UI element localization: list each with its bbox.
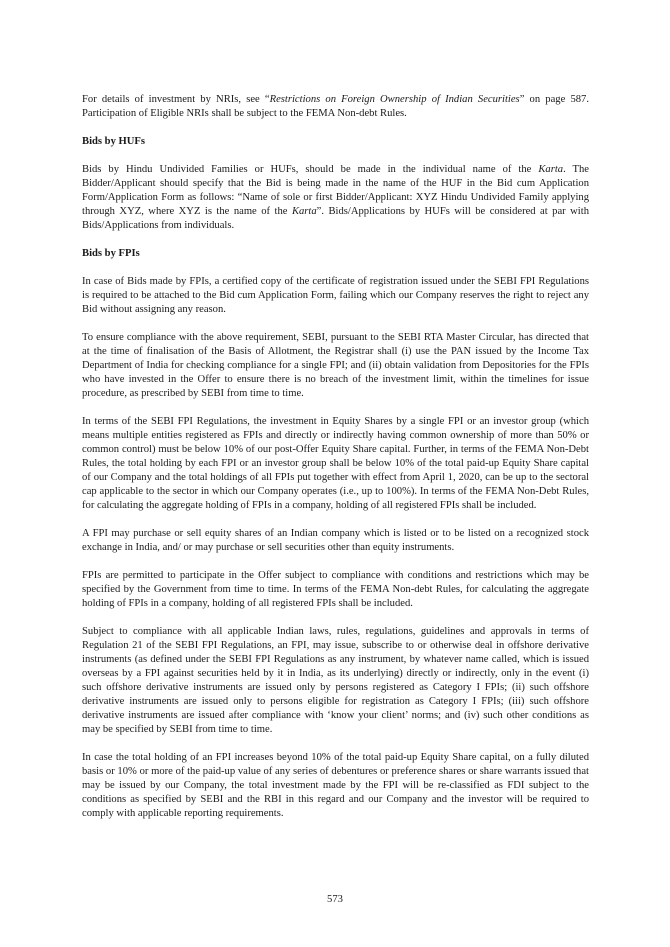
fpi-paragraph-6: Subject to compliance with all applicable Indian laws, rules, regulations, guidelines and approvals in terms of Regulation 21 of the SEBI FPI Regulations, an FPI, may issue, subscribe to or otherwise deal in offshore derivative instruments (as defined under the SEBI FPI Regulations as any instrument, by whatever name called, which is issued overseas by a FPI against securities held by it in India, as its underlying) directly or indirectly, only in the event (i) such offshore derivative instruments are issued only by persons registered as Category I FPIs; (ii) such offshore derivative instruments are issued only to persons eligible for registration as Category I FPIs; (iii) such offshore derivative instruments are issued after compliance with ‘know your client’ norms; and (iv) such other conditions as may be specified by SEBI from time to time. xyxy=(82,626,589,735)
text: . The Bidder/Applicant should specify that the Bid is being made in the name of the HUF in the Bid cum Application Form/Application Form as follows: “Name of sole or first Bidder/Applicant: XYZ Hindu Undivided Family applying through XYZ, where XYZ is the name of the xyxy=(82,164,589,217)
document-page xyxy=(82,93,589,835)
text: For details of investment by NRIs, see “ xyxy=(82,94,270,105)
fpi-paragraph-1: In case of Bids made by FPIs, a certified copy of the certificate of registration issued under the SEBI FPI Regulations is required to be attached to the Bid cum Application Form, failing which our Company reserves the right to reject any Bid without assigning any reason. xyxy=(82,276,589,315)
italic-term: Karta xyxy=(291,206,317,217)
huf-paragraph xyxy=(82,163,589,233)
fpi-paragraph-3: In terms of the SEBI FPI Regulations, the investment in Equity Shares by a single FPI or an investor group (which means multiple entities registered as FPIs and directly or indirectly having common ownership of more than 50% or common control) must be below 10% of our post-Offer Equity Share capital. Further, in terms of the FEMA Non-Debt Rules, the total holding by each FPI or an investor group shall be below 10% of the total paid-up Equity Share capital of our Company and the total holdings of all FPIs put together with effect from April 1, 2020, can be up to the sectoral cap applicable to the sector in which our Company operates (i.e., up to 100%). In terms of the FEMA Non-Debt Rules, for calculating the aggregate holding of FPIs in a company, holding of all registered FPIs shall be included. xyxy=(82,416,589,511)
nri-paragraph xyxy=(82,93,589,121)
text: ” on page 587. Participation of Eligible NRIs shall be subject to the FEMA Non-debt Rules. xyxy=(82,94,589,119)
section-heading-hufs: Bids by HUFs xyxy=(82,136,145,147)
fpi-paragraph-7: In case the total holding of an FPI increases beyond 10% of the total paid-up Equity Share capital, on a fully diluted basis or 10% or more of the paid-up value of any series of debentures or preference shares or share warrants issued that may be issued by our Company, the total investment made by the FPI will be re-classified as FDI subject to the conditions as specified by SEBI and the RBI in this regard and our Company and the investor will be required to comply with applicable reporting requirements. xyxy=(82,752,589,819)
fpi-paragraph-2: To ensure compliance with the above requirement, SEBI, pursuant to the SEBI RTA Master Circular, has directed that at the time of finalisation of the Basis of Allotment, the Registrar shall (i) use the PAN issued by the Income Tax Department of India for checking compliance for a single FPI; and (ii) obtain validation from Depositories for the FPIs who have invested in the Offer to ensure there is no breach of the investment limit, within the timelines for issue procedure, as prescribed by SEBI from time to time. xyxy=(82,332,589,399)
cross-reference-title: Restrictions on Foreign Ownership of Indian Securities xyxy=(269,94,520,105)
text: Bids by Hindu Undivided Families or HUFs, should be made in the individual name of the xyxy=(82,164,539,175)
fpi-paragraph-4: A FPI may purchase or sell equity shares of an Indian company which is listed or to be listed on a recognized stock exchange in India, and/ or may purchase or sell securities other than equity instruments. xyxy=(82,528,589,553)
fpi-paragraph-5: FPIs are permitted to participate in the Offer subject to compliance with conditions and restrictions which may be specified by the Government from time to time. In terms of the FEMA Non-debt Rules, for calculating the aggregate holding of FPIs in a company, holding of all registered FPIs shall be included. xyxy=(82,570,589,609)
section-heading-fpis: Bids by FPIs xyxy=(82,248,140,259)
italic-term: Karta xyxy=(538,164,564,175)
text: ”. Bids/Applications by HUFs will be considered at par with Bids/Applications from individuals. xyxy=(82,206,589,231)
page-number: 573 xyxy=(327,894,343,905)
